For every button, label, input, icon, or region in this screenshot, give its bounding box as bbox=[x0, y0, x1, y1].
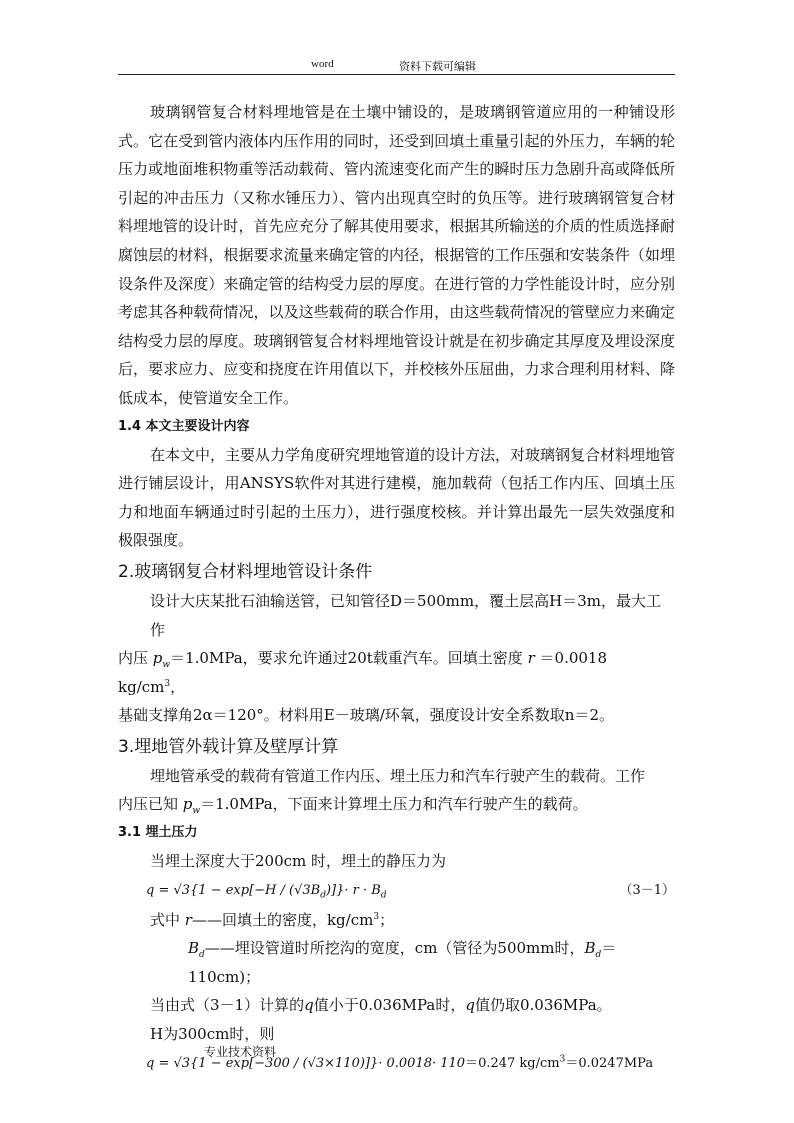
section-2-line-3: 基础支撑角2α＝120°。材料用E－玻璃/环氧，强度设计安全系数取n＝2。 bbox=[118, 706, 615, 725]
formula-subscript: d bbox=[320, 890, 326, 901]
header-left-text: word bbox=[311, 58, 334, 70]
section-1-4-heading: 1.4 本文主要设计内容 bbox=[118, 418, 250, 434]
section-2-line-1: 设计大庆某批石油输送管，已知管径D＝500mm，覆土层高H＝3m，最大工作 bbox=[150, 591, 661, 639]
text: ， bbox=[170, 677, 186, 696]
section-2-heading: 2.玻璃钢复合材料埋地管设计条件 bbox=[118, 561, 373, 582]
text: 值仍取0.036MPa。 bbox=[474, 996, 612, 1015]
pw-symbol: p bbox=[182, 795, 193, 814]
text: ——埋设管道时所挖沟的宽度，cm（管径为500mm时， bbox=[204, 939, 585, 958]
text: 式中 bbox=[150, 910, 185, 929]
header-right-text: 资料下载可编辑 bbox=[399, 61, 476, 73]
pw-symbol: p bbox=[152, 649, 163, 668]
section-1-4-paragraph: 在本文中，主要从力学角度研究埋地管道的设计方法，对玻璃钢复合材料埋地管进行铺层设计，用ANSYS软件对其进行建模，施加载荷（包括工作内压、回填土压力和地面车辆通过时引起的土压力），进行强度校核。并计算出最先一层失效强度和极限强度。 bbox=[118, 445, 676, 550]
text: 内压已知 bbox=[118, 795, 183, 814]
formula-text: q = √3{1 − exp[−300 / (√3×110)]}· 0.0018· 110 bbox=[146, 1055, 466, 1071]
bd-subscript: d bbox=[199, 950, 205, 961]
page-footer: 专业技术资料 bbox=[204, 1045, 277, 1059]
text: ——回填土的密度，kg/cm bbox=[191, 910, 374, 929]
formula-result bbox=[118, 1049, 675, 1079]
section-2-line-2 bbox=[118, 644, 675, 701]
pw-subscript: w bbox=[162, 660, 171, 671]
bd-symbol: B bbox=[188, 939, 200, 958]
pw-subscript: w bbox=[192, 806, 201, 817]
text: ＝1.0MPa，要求允许通过20t载重汽车。回填土密度 bbox=[170, 649, 523, 668]
r-symbol: r bbox=[184, 910, 192, 929]
text: 值小于0.036MPa时， bbox=[313, 996, 466, 1015]
h-line: H为300cm时，则 bbox=[150, 1025, 275, 1044]
superscript: 3 bbox=[164, 678, 171, 689]
document-body bbox=[118, 98, 675, 1079]
superscript: 3 bbox=[373, 911, 380, 922]
formula-3-1 bbox=[118, 876, 675, 906]
text: 当由式（3－1）计算的 bbox=[150, 996, 305, 1015]
condition-line bbox=[118, 991, 675, 1020]
intro-paragraph: 玻璃钢管复合材料埋地管是在土壤中铺设的，是玻璃钢管道应用的一种铺设形式。它在受到管内液体内压作用的同时，还受到回填土重量引起的外压力，车辆的轮压力或地面堆积物重等活动载荷、管内流速变化而产生的瞬时压力急剧升高或降低所引起的冲击压力（又称水锤压力）、管内出现真空时的负压等。进行玻璃钢管复合材料埋地管的设计时，首先应充分了解其使用要求，根据其所输送的介质的性质选择耐腐蚀层的材料，根据要求流量来确定管的内径，根据管的工作压强和安装条件（如埋设条件及深度）来确定管的结构受力层的厚度。在进行管的力学性能设计时，应分别考虑其各种载荷情况，以及这些载荷的联合作用，由这些载荷情况的管壁应力来确定结构受力层的厚度。玻璃钢管复合材料埋地管设计就是在初步确定其厚度及埋设深度后，要求应力、应变和挠度在许用值以下，并校核外压屈曲，力求合理利用材料、降低成本，使管道安全工作。 bbox=[118, 103, 675, 407]
section-3-line-2 bbox=[118, 790, 675, 819]
text: ＝1.0MPa，下面来计算埋土压力和汽车行驶产生的载荷。 bbox=[200, 795, 588, 814]
definition-r bbox=[118, 906, 675, 935]
page-header bbox=[118, 58, 675, 75]
r-symbol: r bbox=[522, 649, 540, 668]
formula-result-value: ＝0.0247MPa bbox=[565, 1055, 654, 1071]
formula-text: )]}· r · B bbox=[325, 882, 381, 898]
formula-text: q = √3{1 − exp[−H / (√3B bbox=[146, 882, 321, 898]
text: ＝0.0018 kg/cm bbox=[118, 649, 608, 696]
definition-bd bbox=[118, 934, 675, 991]
q-symbol: q bbox=[465, 996, 475, 1015]
text: ＝110cm)； bbox=[188, 939, 617, 986]
section-3-1-line-1: 当埋土深度大于200cm 时，埋土的静压力为 bbox=[150, 852, 447, 871]
superscript: 3 bbox=[559, 1054, 566, 1065]
section-3-line-1: 埋地管承受的载荷有管道工作内压、埋土压力和汽车行驶产生的载荷。工作 bbox=[150, 766, 646, 785]
text: ； bbox=[379, 910, 395, 929]
formula-result-value: ＝0.247 kg/cm bbox=[465, 1055, 560, 1071]
equation-number: （3－1） bbox=[619, 882, 675, 898]
q-symbol: q bbox=[304, 996, 314, 1015]
formula-subscript: d bbox=[380, 890, 387, 901]
section-3-1-heading: 3.1 埋土压力 bbox=[118, 825, 198, 841]
bd-symbol: B bbox=[584, 939, 596, 958]
section-3-heading: 3.埋地管外载计算及壁厚计算 bbox=[118, 736, 339, 757]
text: 内压 bbox=[118, 649, 153, 668]
bd-subscript: d bbox=[595, 950, 602, 961]
